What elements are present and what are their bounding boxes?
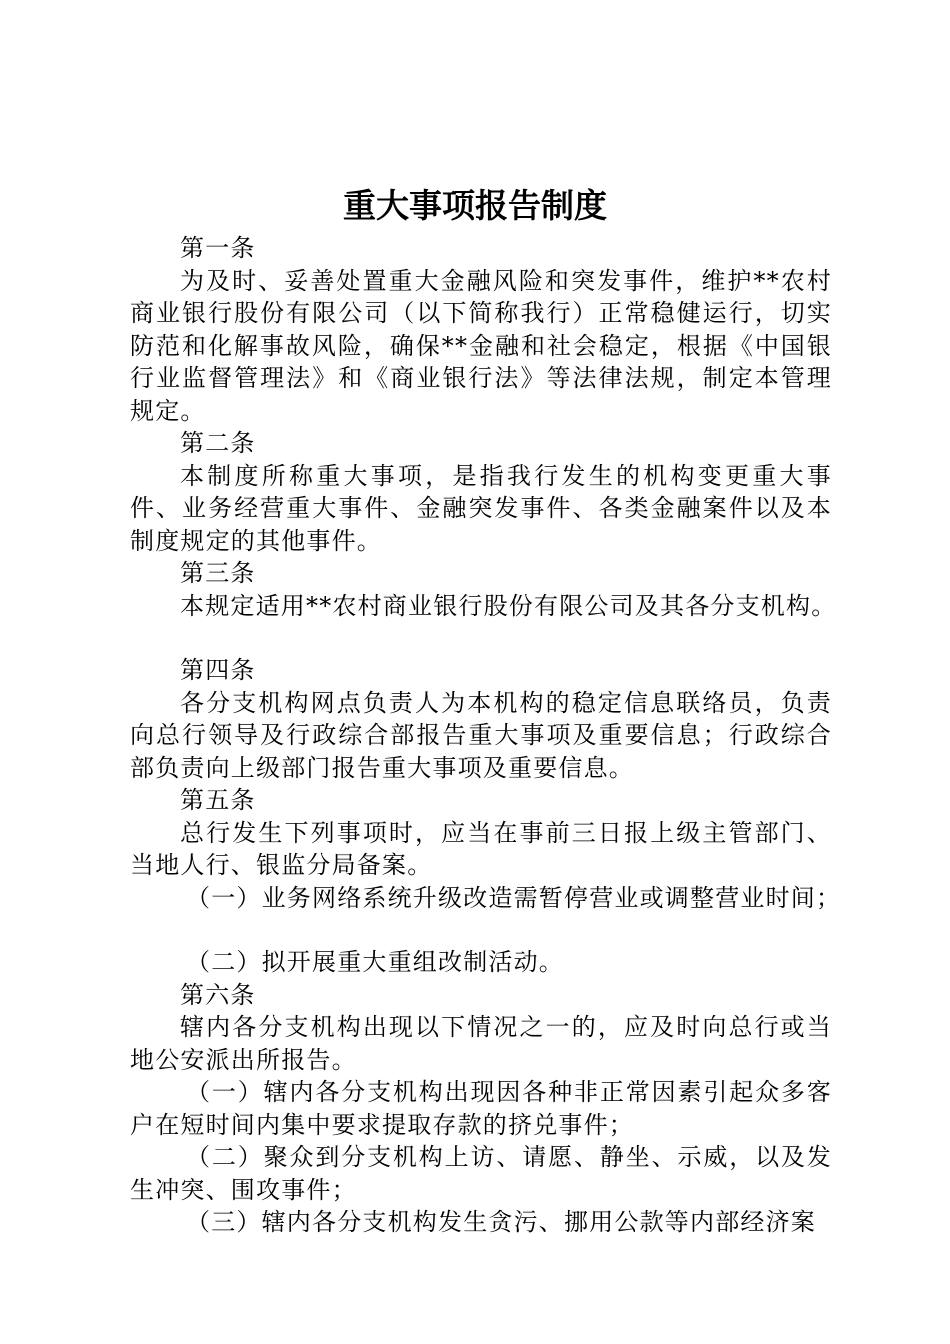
article-5-item-1: （一）业务网络系统升级改造需暂停营业或调整营业时间；	[186, 883, 842, 912]
article-6-item-2: （二）聚众到分支机构上访、请愿、静坐、示威，以及发生冲突、围攻事件；	[130, 1143, 832, 1204]
article-6-heading: 第六条	[180, 980, 256, 1009]
article-1-paragraph: 为及时、妥善处置重大金融风险和突发事件，维护**农村商业银行股份有限公司（以下简称我行）正常稳健运行，切实防范和化解事故风险，确保**金融和社会稳定，根据《中国银行业监督管理法》和《商业银行法》等法律法规，制定本管理规定。	[130, 266, 832, 425]
article-5-paragraph: 总行发生下列事项时，应当在事前三日报上级主管部门、当地人行、银监分局备案。	[130, 818, 832, 879]
article-5-item-2: （二）拟开展重大重组改制活动。	[186, 948, 564, 976]
blank-line	[130, 622, 832, 654]
blank-line	[130, 914, 832, 946]
article-6-item-1: （一）辖内各分支机构出现因各种非正常因素引起众多客户在短时间内集中要求提取存款的挤兑事件；	[130, 1078, 832, 1139]
article-3-paragraph: 本规定适用**农村商业银行股份有限公司及其各分支机构。	[180, 591, 837, 620]
article-6-item-3: （三）辖内各分支机构发生贪污、挪用公款等内部经济案	[186, 1208, 816, 1236]
document-body	[130, 232, 842, 1239]
article-6-paragraph: 辖内各分支机构出现以下情况之一的，应及时向总行或当地公安派出所报告。	[130, 1013, 832, 1074]
document-title: 重大事项报告制度	[343, 186, 607, 225]
article-2-heading: 第二条	[180, 429, 256, 457]
article-4-heading: 第四条	[180, 656, 256, 684]
article-4-paragraph: 各分支机构网点负责人为本机构的稳定信息联络员，负责向总行领导及行政综合部报告重大事项及重要信息；行政综合部负责向上级部门报告重大事项及重要信息。	[130, 688, 832, 782]
article-5-heading: 第五条	[180, 786, 256, 814]
article-2-paragraph: 本制度所称重大事项，是指我行发生的机构变更重大事件、业务经营重大事件、金融突发事件、各类金融案件以及本制度规定的其他事件。	[130, 461, 832, 555]
article-3-heading: 第三条	[180, 559, 256, 587]
article-1-heading: 第一条	[180, 234, 256, 262]
